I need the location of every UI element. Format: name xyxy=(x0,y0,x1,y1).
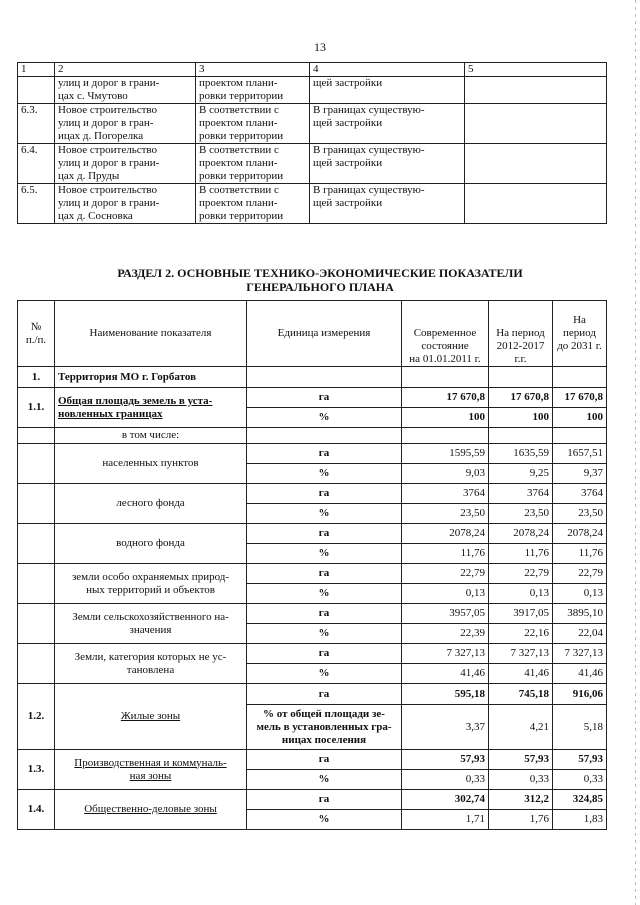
value-current: 41,46 xyxy=(402,664,489,684)
empty-cell xyxy=(402,367,489,388)
indicator-number xyxy=(18,564,55,604)
indicator-row xyxy=(18,388,607,408)
value-2017: 41,46 xyxy=(489,664,553,684)
value-current: 57,93 xyxy=(402,750,489,770)
territory-name: Территория МО г. Горбатов xyxy=(55,367,247,388)
boundaries: щей застройки xyxy=(310,77,465,104)
basis: проектом плани- ровки территории xyxy=(196,77,310,104)
object-name: Новое строительство улиц и дорог в грани- цах д. Пруды xyxy=(55,144,196,184)
value-2017: 745,18 xyxy=(489,684,553,705)
col-header-2: 2 xyxy=(55,63,196,77)
value-2031: 100 xyxy=(553,408,607,428)
empty-cell xyxy=(489,367,553,388)
indicator-number: 1.2. xyxy=(18,684,55,750)
unit: га xyxy=(247,684,402,705)
row-number xyxy=(18,77,55,104)
value-current: 100 xyxy=(402,408,489,428)
basis: В соответствии с проектом плани- ровки территории xyxy=(196,144,310,184)
territory-row xyxy=(18,367,607,388)
value-2031: 1657,51 xyxy=(553,444,607,464)
row-number: 6.3. xyxy=(18,104,55,144)
empty-cell xyxy=(553,428,607,444)
head-period-2017: На период 2012-2017 г.г. xyxy=(489,301,553,367)
value-current: 22,79 xyxy=(402,564,489,584)
page-number: 13 xyxy=(314,40,326,54)
value-2017: 3764 xyxy=(489,484,553,504)
unit: % xyxy=(247,544,402,564)
col-header-5: 5 xyxy=(465,63,607,77)
value-2017: 22,79 xyxy=(489,564,553,584)
indicator-row xyxy=(18,484,607,504)
unit: % от общей площади зе- мель в установленных гра- ницах поселения xyxy=(247,705,402,750)
section-title xyxy=(0,266,640,294)
empty-cell xyxy=(247,428,402,444)
value-current: 302,74 xyxy=(402,790,489,810)
including-label: в том числе: xyxy=(55,428,247,444)
indicator-name: Производственная и коммуналь- ная зоны xyxy=(55,750,247,790)
value-2017: 100 xyxy=(489,408,553,428)
value-current: 3957,05 xyxy=(402,604,489,624)
indicator-number xyxy=(18,524,55,564)
indicator-name: земли особо охраняемых природ- ных территорий и объектов xyxy=(55,564,247,604)
unit: га xyxy=(247,644,402,664)
section-title-line-2: ГЕНЕРАЛЬНОГО ПЛАНА xyxy=(246,280,394,294)
value-2017: 1635,59 xyxy=(489,444,553,464)
unit: % xyxy=(247,810,402,830)
empty-cell xyxy=(247,367,402,388)
boundaries: В границах существую- щей застройки xyxy=(310,184,465,224)
value-2031: 22,79 xyxy=(553,564,607,584)
value-current: 22,39 xyxy=(402,624,489,644)
value-2031: 1,83 xyxy=(553,810,607,830)
extra xyxy=(465,144,607,184)
unit: % xyxy=(247,664,402,684)
indicator-row xyxy=(18,644,607,664)
empty-cell xyxy=(553,367,607,388)
value-current: 595,18 xyxy=(402,684,489,705)
continuation-table xyxy=(17,62,607,224)
continuation-row xyxy=(18,184,607,224)
indicator-number xyxy=(18,484,55,524)
unit: га xyxy=(247,444,402,464)
continuation-header-row xyxy=(18,63,607,77)
unit: га xyxy=(247,604,402,624)
value-2031: 57,93 xyxy=(553,750,607,770)
indicator-name: Жилые зоны xyxy=(55,684,247,750)
extra xyxy=(465,77,607,104)
value-current: 3764 xyxy=(402,484,489,504)
indicator-number: 1.4. xyxy=(18,790,55,830)
value-current: 11,76 xyxy=(402,544,489,564)
basis: В соответствии с проектом плани- ровки территории xyxy=(196,184,310,224)
indicator-row xyxy=(18,604,607,624)
head-name: Наименование показателя xyxy=(55,301,247,367)
extra xyxy=(465,104,607,144)
value-current: 3,37 xyxy=(402,705,489,750)
unit: га xyxy=(247,564,402,584)
row-number: 6.5. xyxy=(18,184,55,224)
unit: % xyxy=(247,408,402,428)
indicator-name: Общая площадь земель в уста- новленных границах xyxy=(55,388,247,428)
value-2031: 7 327,13 xyxy=(553,644,607,664)
unit: га xyxy=(247,750,402,770)
indicator-row xyxy=(18,790,607,810)
value-2017: 0,13 xyxy=(489,584,553,604)
boundaries: В границах существую- щей застройки xyxy=(310,144,465,184)
unit: га xyxy=(247,524,402,544)
unit: % xyxy=(247,770,402,790)
unit: га xyxy=(247,388,402,408)
value-2031: 41,46 xyxy=(553,664,607,684)
basis: В соответствии с проектом плани- ровки территории xyxy=(196,104,310,144)
territory-number: 1. xyxy=(18,367,55,388)
value-2017: 17 670,8 xyxy=(489,388,553,408)
indicator-name: лесного фонда xyxy=(55,484,247,524)
value-2031: 3764 xyxy=(553,484,607,504)
value-2031: 22,04 xyxy=(553,624,607,644)
head-period-2031: На период до 2031 г. xyxy=(553,301,607,367)
value-2017: 9,25 xyxy=(489,464,553,484)
value-current: 1595,59 xyxy=(402,444,489,464)
head-unit: Единица измерения xyxy=(247,301,402,367)
row-number: 6.4. xyxy=(18,144,55,184)
value-2017: 4,21 xyxy=(489,705,553,750)
head-num: № п./п. xyxy=(18,301,55,367)
indicator-row xyxy=(18,444,607,464)
indicator-number: 1.1. xyxy=(18,388,55,428)
value-current: 9,03 xyxy=(402,464,489,484)
unit: % xyxy=(247,624,402,644)
continuation-row xyxy=(18,144,607,184)
value-2031: 5,18 xyxy=(553,705,607,750)
indicator-name: водного фонда xyxy=(55,524,247,564)
value-2017: 22,16 xyxy=(489,624,553,644)
value-2017: 3917,05 xyxy=(489,604,553,624)
value-2031: 2078,24 xyxy=(553,524,607,544)
value-2031: 11,76 xyxy=(553,544,607,564)
value-2031: 0,13 xyxy=(553,584,607,604)
value-current: 0,13 xyxy=(402,584,489,604)
object-name: Новое строительство улиц и дорог в грани- цах д. Сосновка xyxy=(55,184,196,224)
value-2031: 17 670,8 xyxy=(553,388,607,408)
value-2031: 0,33 xyxy=(553,770,607,790)
continuation-body xyxy=(18,77,607,224)
value-2031: 9,37 xyxy=(553,464,607,484)
indicator-number: 1.3. xyxy=(18,750,55,790)
value-2017: 7 327,13 xyxy=(489,644,553,664)
empty-cell xyxy=(402,428,489,444)
indicator-number xyxy=(18,644,55,684)
col-header-4: 4 xyxy=(310,63,465,77)
value-2031: 324,85 xyxy=(553,790,607,810)
value-2017: 57,93 xyxy=(489,750,553,770)
value-2031: 23,50 xyxy=(553,504,607,524)
value-2017: 2078,24 xyxy=(489,524,553,544)
value-current: 2078,24 xyxy=(402,524,489,544)
value-current: 23,50 xyxy=(402,504,489,524)
indicator-row xyxy=(18,684,607,705)
unit: га xyxy=(247,790,402,810)
unit: % xyxy=(247,464,402,484)
value-2017: 23,50 xyxy=(489,504,553,524)
indicator-name: Земли сельскохозяйственного на- значения xyxy=(55,604,247,644)
empty-cell xyxy=(18,428,55,444)
section-title-line-1: РАЗДЕЛ 2. ОСНОВНЫЕ ТЕХНИКО-ЭКОНОМИЧЕСКИЕ ПОКАЗАТЕЛИ xyxy=(117,266,523,280)
continuation-row xyxy=(18,77,607,104)
indicator-name: Земли, категория которых не ус- тановлена xyxy=(55,644,247,684)
indicator-number xyxy=(18,444,55,484)
value-current: 0,33 xyxy=(402,770,489,790)
unit: % xyxy=(247,504,402,524)
col-header-3: 3 xyxy=(196,63,310,77)
indicator-name: населенных пунктов xyxy=(55,444,247,484)
boundaries: В границах существую- щей застройки xyxy=(310,104,465,144)
value-2031: 916,06 xyxy=(553,684,607,705)
empty-cell xyxy=(489,428,553,444)
indicators-body xyxy=(18,367,607,830)
col-header-1: 1 xyxy=(18,63,55,77)
object-name: улиц и дорог в грани- цах с. Чмутово xyxy=(55,77,196,104)
indicator-row xyxy=(18,750,607,770)
head-current: Современное состояние на 01.01.2011 г. xyxy=(402,301,489,367)
extra xyxy=(465,184,607,224)
indicators-table xyxy=(17,300,607,830)
indicator-row xyxy=(18,564,607,584)
unit: % xyxy=(247,584,402,604)
indicator-name: Общественно-деловые зоны xyxy=(55,790,247,830)
value-2017: 1,76 xyxy=(489,810,553,830)
scan-edge xyxy=(635,0,636,905)
including-row xyxy=(18,428,607,444)
value-current: 1,71 xyxy=(402,810,489,830)
value-current: 7 327,13 xyxy=(402,644,489,664)
continuation-row xyxy=(18,104,607,144)
value-2017: 312,2 xyxy=(489,790,553,810)
value-2017: 0,33 xyxy=(489,770,553,790)
indicator-number xyxy=(18,604,55,644)
indicator-row xyxy=(18,524,607,544)
value-2031: 3895,10 xyxy=(553,604,607,624)
object-name: Новое строительство улиц и дорог в гран- ицах д. Погорелка xyxy=(55,104,196,144)
unit: га xyxy=(247,484,402,504)
value-current: 17 670,8 xyxy=(402,388,489,408)
indicators-header-row xyxy=(18,301,607,367)
value-2017: 11,76 xyxy=(489,544,553,564)
